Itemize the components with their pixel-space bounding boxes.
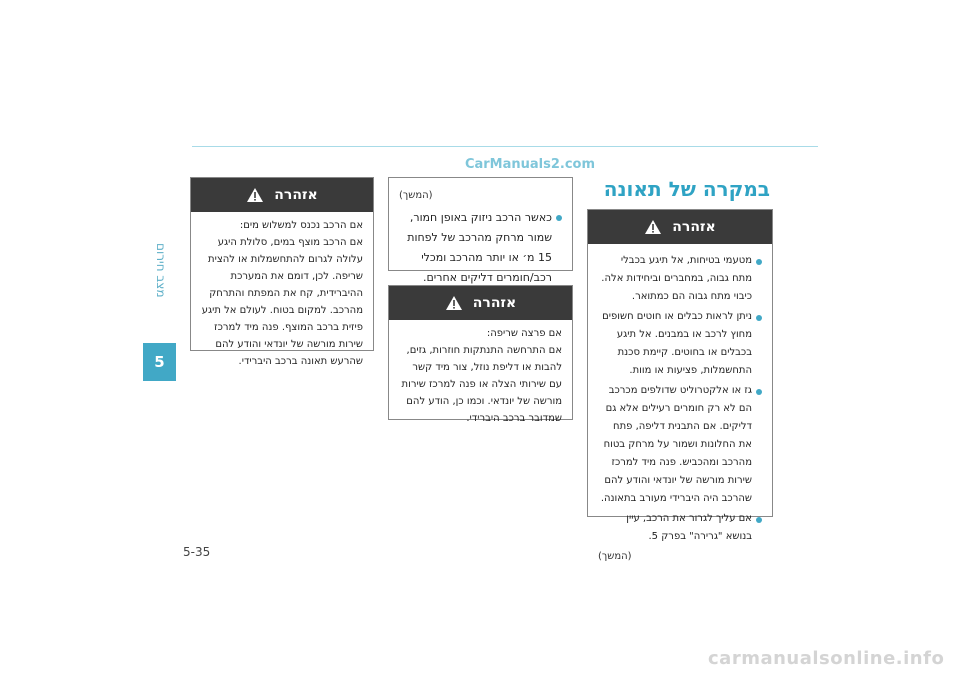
warning-text: אם התרחשה התנתקות חוזרות, גזים, להבות או דליפת נוזל, צור מיד קשר עם שירותי הצלה או פנה למרכז שירות מורשה של יונדאי. וכמו כן, הודע להם שמדובר ברכב היברידי. [401, 345, 562, 424]
page-number: 5-35 [183, 545, 211, 559]
list-item: כאשר הרכב ניזוק באופן חמור, שמור מרחק מהרכב של לפחות 15 מ׳ או יותר מהרכב ומכלי רכב/חומרים דליקים אחרים. [399, 208, 562, 288]
sidebar-chapter-title: מצב חירום [154, 242, 168, 298]
continued-label: (המשך) [598, 551, 632, 562]
warning-header-label: אזהרה [274, 187, 318, 203]
warning-text: אם הרכב מוצף במים, סלולת היגע עלולה לגרום להתחשמלות או להצית שריפה. לכן, דומם את המערכת ההיברידית, קח את המפתח והתרחק מהרכב. למקום בטוח. לעולם אל תיגע פיזית ברכב המוצף. פנה מיד למרכז שירות מורשה של יונדאי והודע להם שהרעש תאונה ברכב היברידי. [201, 237, 363, 367]
watermark-top: CarManuals2.com [464, 157, 596, 172]
middle-continued-box [388, 177, 573, 284]
list-item: ניתן לראות כבלים או חוטים חשופים מחוץ לרכב או במבנים. אל תיגע בכבלים או בחוטים. קיימת סכנת התחשמלות, פציעות או מוות. [598, 308, 762, 380]
warning-triangle-icon [246, 187, 264, 203]
middle-warning-box [388, 285, 573, 424]
warning-triangle-icon [445, 295, 463, 311]
warning-header [191, 178, 373, 212]
watermark-bottom: carmanualsonline.info [708, 648, 945, 669]
warning-subtitle: אם הרכב נכנס למשלוש מים: [239, 220, 363, 231]
warning-header-label: אזהרה [672, 219, 716, 235]
warning-triangle-icon [644, 219, 662, 235]
left-warning-box [190, 177, 374, 367]
warning-header-label: אזהרה [472, 295, 517, 311]
warning-header [389, 286, 572, 320]
header-divider [192, 146, 818, 147]
right-warning-box [587, 209, 773, 562]
warning-subtitle: אם פרצה שריפה: [486, 328, 562, 339]
chapter-tab: 5 [143, 343, 176, 381]
section-title: במקרה של תאונה [603, 177, 770, 201]
continued-label: (המשך) [399, 190, 433, 201]
list-item: גז או אלקטרוליט שדולפים מכרכב הם לא רק חומרים רעילים אלא גם דליקים. אם התבנית דליפה, פתח את החלונות ושמור על מרחק בטוח מהרכב ומהכביש. פנה מיד למרכז שירות מורשה של יונדאי והודע להם שהרכב היה היברידי מעורב בתאונה. [598, 382, 762, 508]
warning-header [588, 210, 772, 244]
list-item: אם עליך לגרור את הרכב, עיין בנושא "גרירה" בפרק 5. [598, 510, 762, 546]
list-item: מטעמי בטיחות, אל תיגע בכבלי מתח גבוה, במחברים וביחידות אלה. כיבוי מתח גבוה הם כמתואר. [598, 252, 762, 306]
